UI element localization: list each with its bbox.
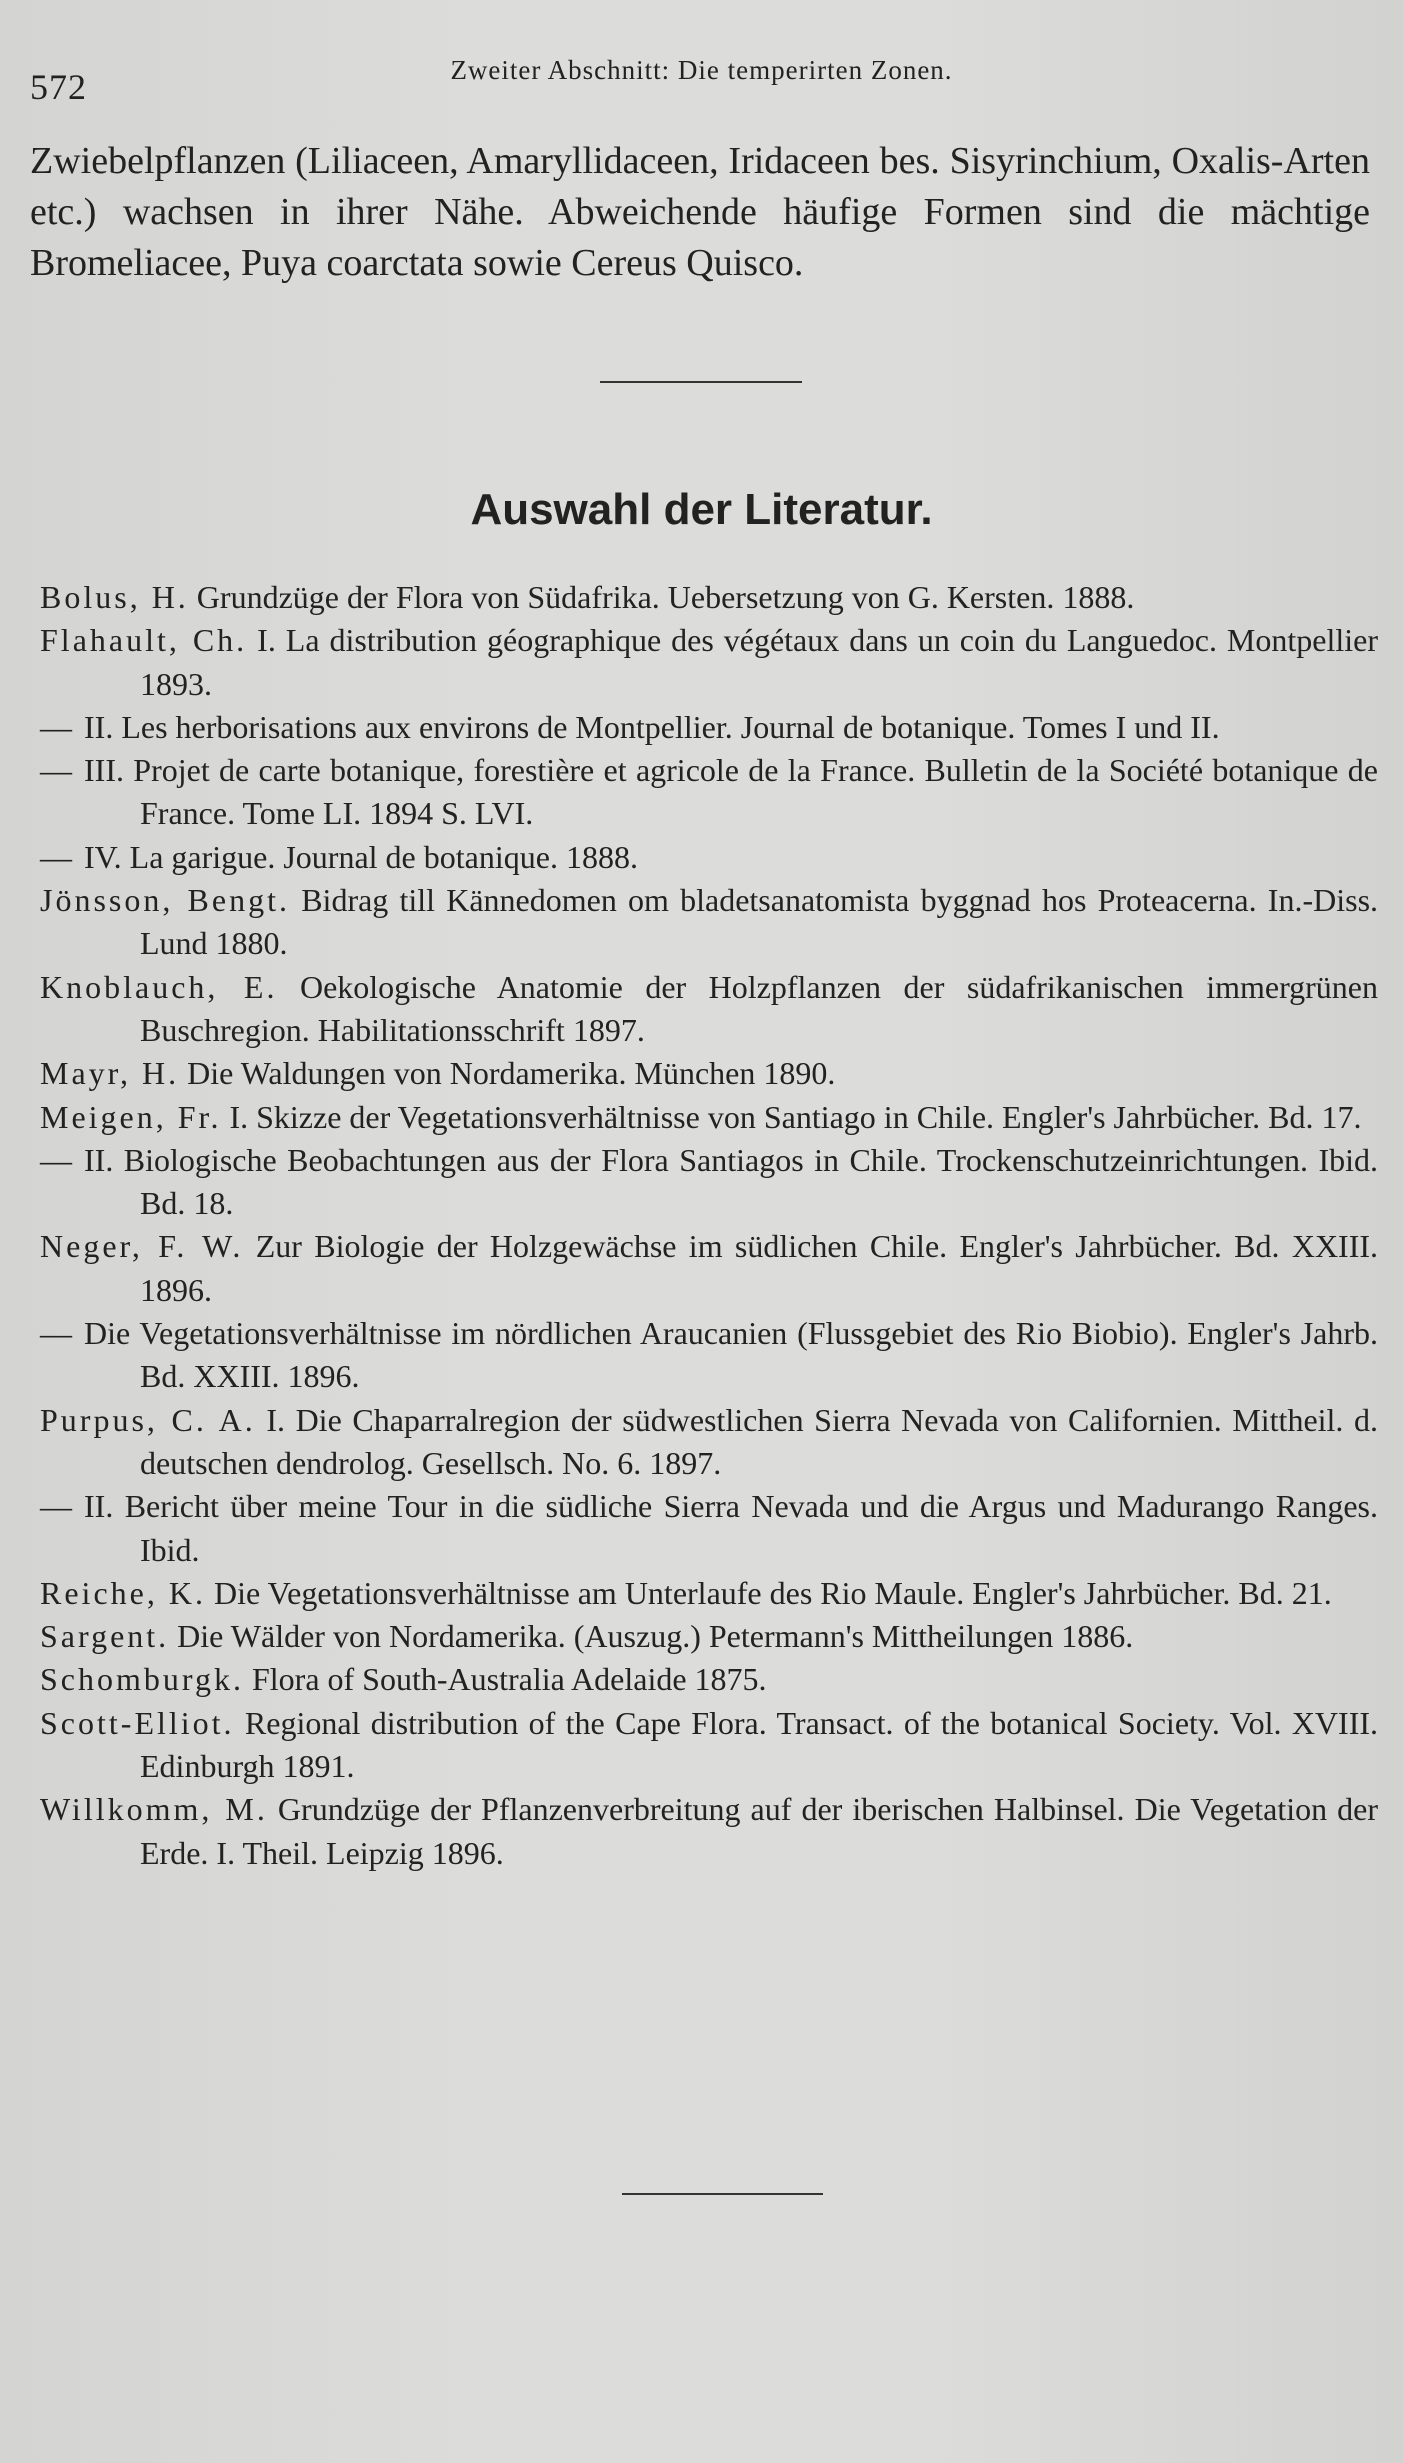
entry-text: I. Die Chaparralregion der südwestlichen Sierra Nevada von Californien. Mittheil. d. deutschen dendrolog. Gesellsch. No. 6. 1897. xyxy=(140,1401,1378,1481)
bibliography-entry xyxy=(40,1096,1378,1139)
entry-dash: — xyxy=(40,1315,72,1352)
bibliography-entry xyxy=(40,1052,1378,1095)
entry-dash: — xyxy=(40,1141,72,1178)
entry-dash: — xyxy=(40,708,72,745)
entry-author: Willkomm, M. xyxy=(40,1791,268,1828)
entry-author: Mayr, H. xyxy=(40,1055,180,1092)
entry-text: I. Skizze der Vegetationsverhältnisse von Santiago in Chile. Engler's Jahrbücher. Bd. 17. xyxy=(229,1098,1362,1135)
bibliography-entry xyxy=(40,749,1378,836)
entry-author: Meigen, Fr. xyxy=(40,1098,222,1135)
entry-dash: — xyxy=(40,752,72,789)
bibliography-entry xyxy=(40,879,1378,966)
entry-text: Die Wälder von Nordamerika. (Auszug.) Petermann's Mittheilungen 1886. xyxy=(177,1618,1134,1655)
intro-text: Zwiebelpflanzen (Liliaceen, Amaryllidaceen, Iridaceen bes. Sisyrinchium, Oxalis-Arten etc.) wachsen in ihrer Nähe. Abweichende häufige Formen sind die mächtige Bromeliacee, Puya coarctata sowie Cereus Quisco. xyxy=(30,140,1370,284)
entry-author: Reiche, K. xyxy=(40,1574,206,1611)
intro-paragraph xyxy=(30,136,1370,289)
bibliography-entry xyxy=(40,966,1378,1053)
section-heading: Auswahl der Literatur. xyxy=(470,485,933,534)
bibliography-entry xyxy=(40,1702,1378,1789)
entry-text: Bidrag till Kännedomen om bladetsanatomista byggnad hos Proteacerna. In.-Diss. Lund 1880. xyxy=(140,882,1379,962)
bibliography-entry xyxy=(40,1139,1378,1226)
entry-text: III. Projet de carte botanique, forestière et agricole de la France. Bulletin de la Société botanique de France. Tome LI. 1894 S. LVI. xyxy=(84,752,1378,832)
bibliography-list xyxy=(40,576,1378,1875)
entry-author: Schomburgk. xyxy=(40,1661,244,1698)
entry-dash: — xyxy=(40,838,72,875)
bibliography-entry xyxy=(40,619,1378,706)
entry-text: Die Vegetationsverhältnisse am Unterlaufe des Rio Maule. Engler's Jahrbücher. Bd. 21. xyxy=(213,1574,1332,1611)
bibliography-entry xyxy=(40,1788,1378,1875)
entry-author: Purpus, C. A. xyxy=(40,1401,256,1438)
entry-author: Bolus, H. xyxy=(40,579,189,615)
bibliography-entry xyxy=(40,836,1378,879)
entry-text: IV. La garigue. Journal de botanique. 1888. xyxy=(84,838,638,875)
bibliography-entry xyxy=(40,1485,1378,1572)
bibliography-entry xyxy=(40,1312,1378,1399)
entry-text: Oekologische Anatomie der Holzpflanzen der südafrikanischen immergrünen Buschregion. Habilitationsschrift 1897. xyxy=(140,968,1379,1048)
bibliography-entry xyxy=(40,706,1378,749)
entry-author: Flahault, Ch. xyxy=(40,622,248,659)
bibliography-entry xyxy=(40,1615,1378,1658)
entry-text: Grundzüge der Pflanzenverbreitung auf der iberischen Halbinsel. Die Vegetation der Erde. I. Theil. Leipzig 1896. xyxy=(140,1791,1379,1871)
entry-text: II. Les herborisations aux environs de Montpellier. Journal de botanique. Tomes I und II. xyxy=(84,708,1220,745)
page-number: 572 xyxy=(30,67,87,107)
entry-text: II. Biologische Beobachtungen aus der Flora Santiagos in Chile. Trockenschutzeinrichtungen. Ibid. Bd. 18. xyxy=(84,1141,1378,1222)
entry-dash: — xyxy=(40,1488,72,1525)
entry-text: I. La distribution géographique des végétaux dans un coin du Languedoc. Montpellier 1893. xyxy=(140,622,1379,702)
running-head: Zweiter Abschnitt: Die temperirten Zonen. xyxy=(450,55,953,85)
entry-text: II. Bericht über meine Tour in die südliche Sierra Nevada und die Argus und Madurango Ranges. Ibid. xyxy=(84,1488,1378,1568)
entry-author: Jönsson, Bengt. xyxy=(40,882,290,919)
entry-author: Neger, F. W. xyxy=(40,1228,244,1265)
bibliography-entry xyxy=(40,1399,1378,1486)
entry-text: Grundzüge der Flora von Südafrika. Uebersetzung von G. Kersten. 1888. xyxy=(196,579,1135,615)
entry-author: Sargent. xyxy=(40,1618,170,1655)
bibliography-entry xyxy=(40,1658,1378,1701)
entry-text: Regional distribution of the Cape Flora. Transact. of the botanical Society. Vol. XVIII. Edinburgh 1891. xyxy=(140,1704,1379,1785)
bibliography-entry xyxy=(40,576,1378,619)
entry-text: Die Waldungen von Nordamerika. München 1890. xyxy=(187,1055,836,1092)
entry-text: Die Vegetationsverhältnisse im nördlichen Araucanien (Flussgebiet des Rio Biobio). Engler's Jahrb. Bd. XXIII. 1896. xyxy=(84,1315,1378,1395)
section-divider-top xyxy=(600,381,802,383)
entry-author: Knoblauch, E. xyxy=(40,968,278,1005)
bibliography-entry xyxy=(40,1225,1378,1312)
bibliography-entry xyxy=(40,1572,1378,1615)
entry-text: Flora of South-Australia Adelaide 1875. xyxy=(251,1661,767,1698)
entry-author: Scott-Elliot. xyxy=(40,1704,235,1741)
entry-text: Zur Biologie der Holzgewächse im südlichen Chile. Engler's Jahrbücher. Bd. XXIII. 1896. xyxy=(140,1228,1379,1308)
section-divider-bottom xyxy=(622,2193,823,2195)
